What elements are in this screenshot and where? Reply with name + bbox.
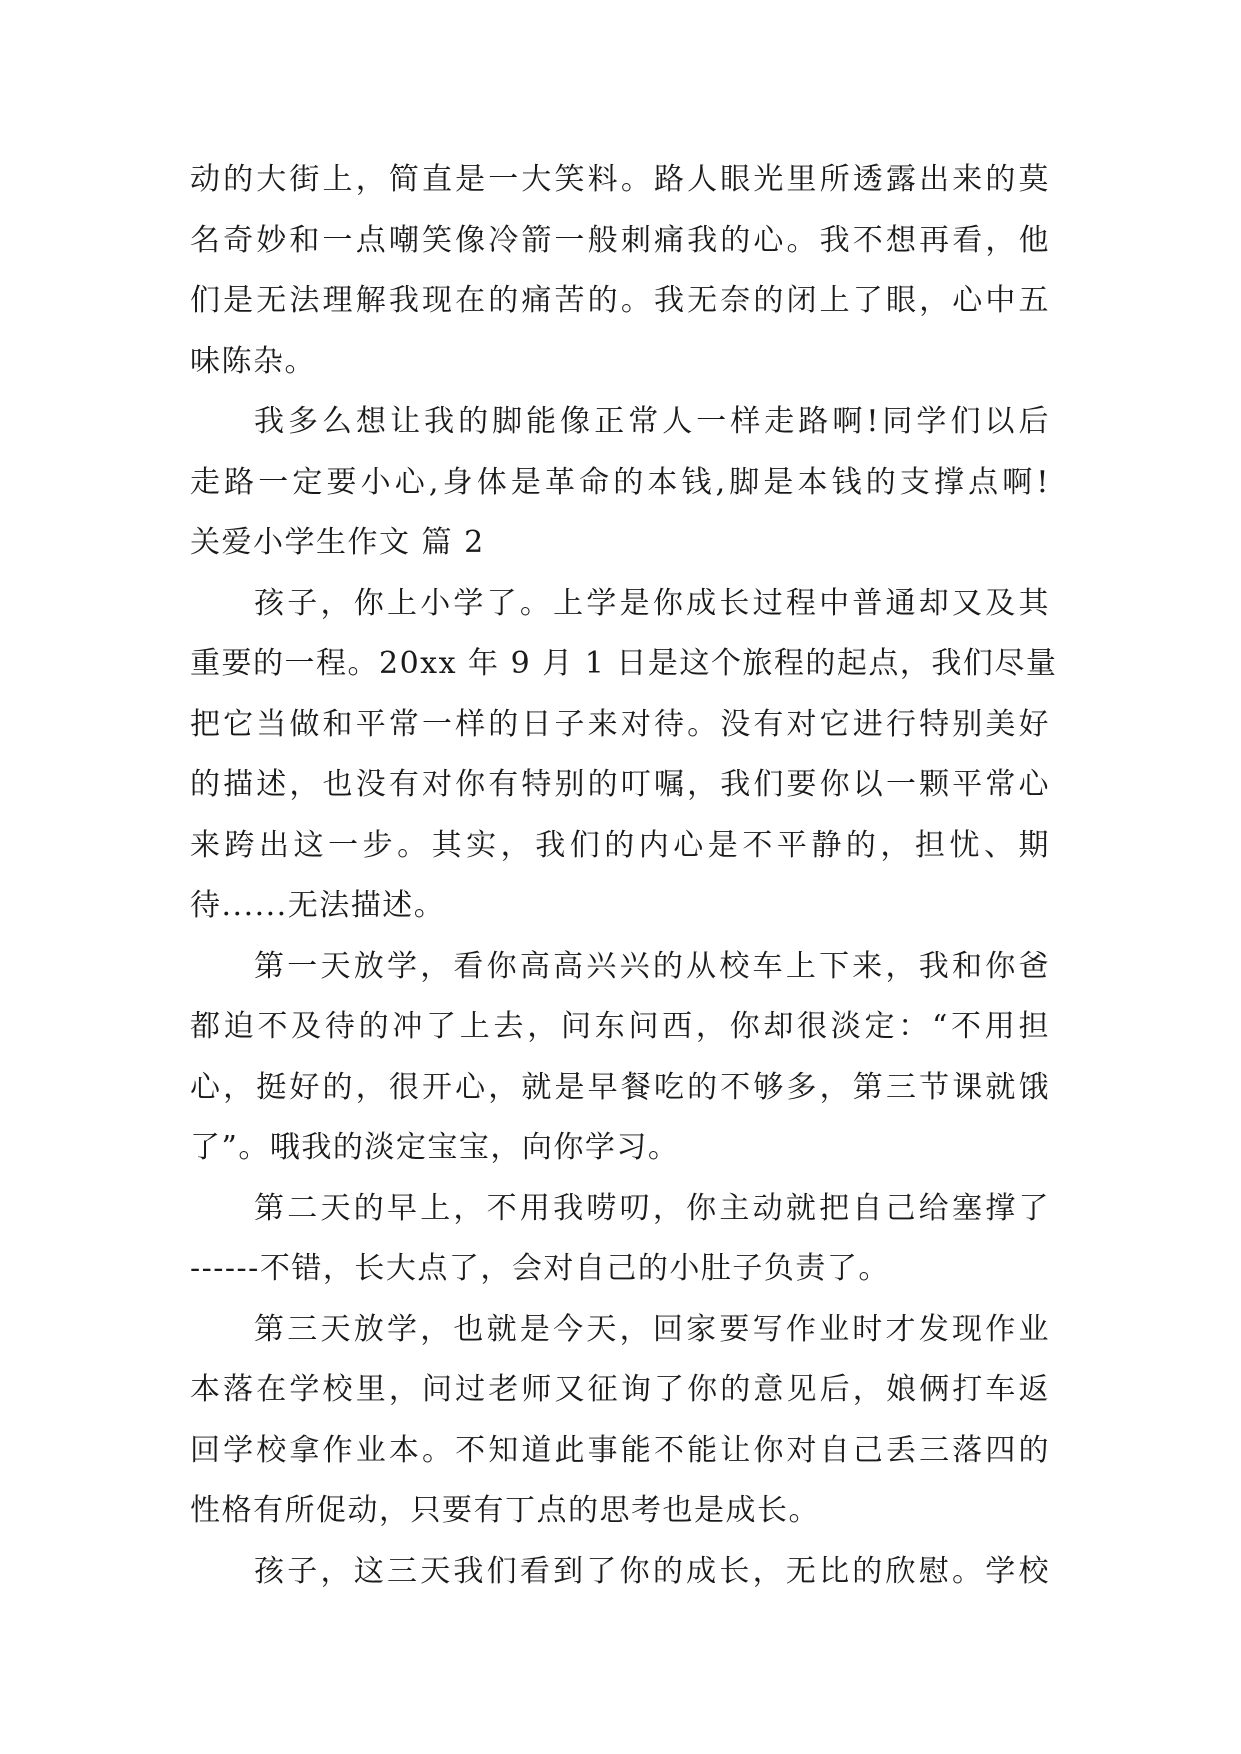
text-line: 都迫不及待的冲了上去，问东问西，你却很淡定：“不用担: [190, 1009, 1050, 1044]
text-line: 名奇妙和一点嘲笑像冷箭一般刺痛我的心。我不想再看，他: [190, 222, 1050, 258]
text-line: 走路一定要小心,身体是革命的本钱,脚是本钱的支撑点啊!: [190, 464, 1050, 500]
text-line: 回学校拿作业本。不知道此事能不能让你对自己丢三落四的: [190, 1432, 1050, 1468]
paragraph-first-line: 第三天放学，也就是今天，回家要写作业时才发现作业: [254, 1311, 1050, 1347]
text-line: 来跨出这一步。其实，我们的内心是不平静的，担忧、期: [190, 827, 1050, 863]
text-line: ------不错，长大点了，会对自己的小肚子负责了。: [190, 1251, 890, 1286]
paragraph-first-line: 我多么想让我的脚能像正常人一样走路啊!同学们以后: [254, 404, 1050, 439]
text-line: 重要的一程。20xx 年 9 月 1 日是这个旅程的起点，我们尽量: [190, 646, 1058, 681]
text-line: 本落在学校里，问过老师又征询了你的意见后，娘俩打车返: [190, 1372, 1050, 1407]
paragraph-first-line: 第一天放学，看你高高兴兴的从校车上下来，我和你爸: [254, 948, 1050, 984]
text-line: 味陈杂。: [190, 343, 316, 379]
text-line: 了”。哦我的淡定宝宝，向你学习。: [190, 1130, 680, 1165]
paragraph-first-line: 孩子，你上小学了。上学是你成长过程中普通却又及其: [254, 585, 1050, 621]
text-line: 们是无法理解我现在的痛苦的。我无奈的闭上了眼，心中五: [190, 283, 1050, 318]
text-line: 心，挺好的，很开心，就是早餐吃的不够多，第三节课就饿: [190, 1069, 1050, 1105]
paragraph-first-line: 孩子，这三天我们看到了你的成长，无比的欣慰。学校: [254, 1553, 1050, 1589]
text-line: 的描述，也没有对你有特别的叮嘱，我们要你以一颗平常心: [190, 767, 1050, 802]
essay-body: [190, 150, 1058, 1602]
text-line: 性格有所促动，只要有丁点的思考也是成长。: [190, 1493, 820, 1528]
text-line: 把它当做和平常一样的日子来对待。没有对它进行特别美好: [190, 706, 1050, 742]
section-heading: 关爱小学生作文 篇 2: [190, 525, 485, 560]
text-line: 待......无法描述。: [190, 888, 446, 923]
text-line: 动的大街上，简直是一大笑料。路人眼光里所透露出来的莫: [190, 162, 1050, 197]
paragraph-first-line: 第二天的早上，不用我唠叨，你主动就把自己给塞撑了: [254, 1190, 1050, 1226]
